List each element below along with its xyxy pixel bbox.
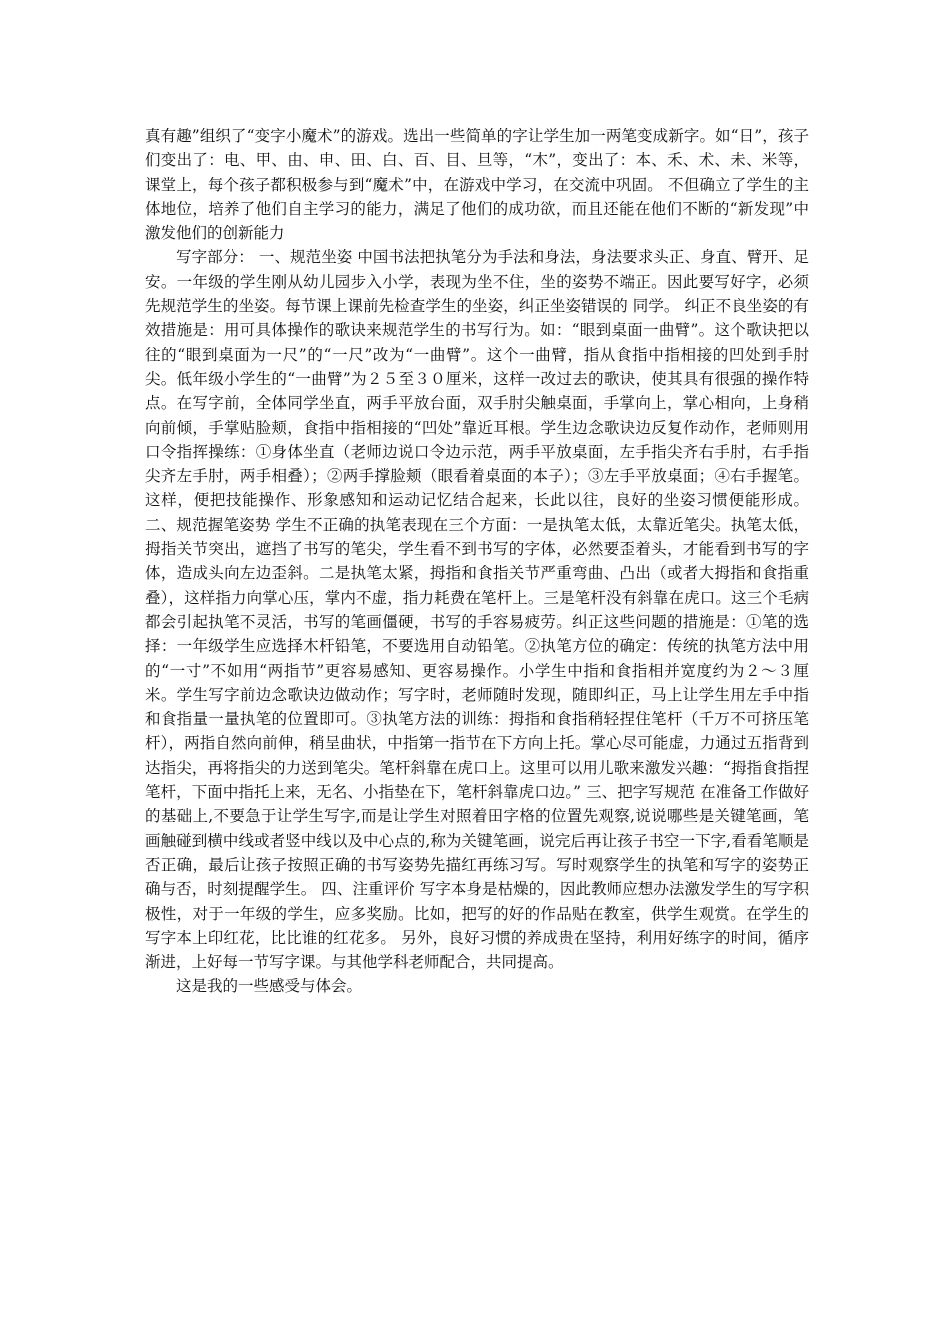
document-body bbox=[145, 124, 809, 999]
paragraph-writing-section: 写字部分： 一、规范坐姿 中国书法把执笔分为手法和身法，身法要求头正、身直、臂开、足安。一年级的学生刚从幼儿园步入小学，表现为坐不住，坐的姿势不端正。因此要写好字，必须先规范学生的坐姿。每节课上课前先检查学生的坐姿，纠正坐姿错误的 同学。 纠正不良坐姿的有效措施是：用可具体操作的歌诀来规范学生的书写行为。如：“眼到桌面一曲臂”。这个歌诀把以往的“眼到桌面为一尺”的“一尺”改为“一曲臂”。这个一曲臂，指从食指中指相接的凹处到手肘尖。低年级小学生的“一曲臂”为２５至３０厘米，这样一改过去的歌诀，使其具有很强的操作特点。在写字前，全体同学坐直，两手平放台面，双手肘尖触桌面，手掌向上，掌心相向，上身稍向前倾，手掌贴脸颊，食指中指相接的“凹处”靠近耳根。学生边念歌诀边反复作动作，老师则用口令指挥操练：①身体坐直（老师边说口令边示范，两手平放桌面，左手指尖齐右手肘，右手指尖齐左手肘，两手相叠）；②两手撑脸颊（眼看着桌面的本子）；③左手平放桌面；④右手握笔。这样，便把技能操作、形象感知和运动记忆结合起来，长此以往，良好的坐姿习惯便能形成。 二、规范握笔姿势 学生不正确的执笔表现在三个方面：一是执笔太低，太靠近笔尖。执笔太低，拇指关节突出，遮挡了书写的笔尖，学生看不到书写的字体，必然要歪着头，才能看到书写的字体，造成头向左边歪斜。二是执笔太紧，拇指和食指关节严重弯曲、凸出（或者大拇指和食指重叠），这样指力向掌心压，掌内不虚，指力耗费在笔杆上。三是笔杆没有斜靠在虎口。这三个毛病都会引起执笔不灵活，书写的笔画僵硬，书写的手容易疲劳。纠正这些问题的措施是：①笔的选择：一年级学生应选择木杆铅笔，不要选用自动铅笔。②执笔方位的确定：传统的执笔方法中用的“一寸”不如用“两指节”更容易感知、更容易操作。小学生中指和食指相并宽度约为２～３厘米。学生写字前边念歌诀边做动作；写字时，老师随时发现，随即纠正，马上让学生用左手中指和食指量一量执笔的位置即可。③执笔方法的训练：拇指和食指稍轻捏住笔杆（千万不可挤压笔杆），两指自然向前伸，稍呈曲状，中指第一指节在下方向上托。掌心尽可能虚，力通过五指背到达指尖，再将指尖的力送到笔尖。笔杆斜靠在虎口上。这里可以用儿歌来激发兴趣：“拇指食指捏笔杆，下面中指托上来，无名、小指垫在下，笔杆斜靠虎口边。” 三、把字写规范 在准备工作做好的基础上,不要急于让学生写字,而是让学生对照着田字格的位置先观察,说说哪些是关键笔画，笔画触碰到横中线或者竖中线以及中心点的,称为关键笔画，说完后再让孩子书空一下字,看看笔顺是否正确，最后让孩子按照正确的书写姿势先描红再练习写。写时观察学生的执笔和写字的姿势正确与否，时刻提醒学生。 四、注重评价 写字本身是枯燥的，因此教师应想办法激发学生的写字积极性，对于一年级的学生，应多奖励。比如，把写的好的作品贴在教室，供学生观赏。在学生的写字本上印红花，比比谁的红花多。 另外，良好习惯的养成贵在坚持，利用好练字的时间，循序渐进，上好每一节写字课。与其他学科老师配合，共同提高。 bbox=[145, 248, 809, 972]
paragraph-game-intro: 真有趣”组织了“变字小魔术”的游戏。选出一些简单的字让学生加一两笔变成新字。如“日”，孩子们变出了：电、甲、由、申、田、白、百、目、旦等，“木”，变出了：本、禾、术、未、米等，课堂上，每个孩子都积极参与到“魔术”中，在游戏中学习，在交流中巩固。 不但确立了学生的主体地位，培养了他们自主学习的能力，满足了他们的成功欲，而且还能在他们不断的“新发现”中激发他们的创新能力 bbox=[145, 127, 809, 243]
paragraph-closing: 这是我的一些感受与体会。 bbox=[176, 977, 363, 996]
